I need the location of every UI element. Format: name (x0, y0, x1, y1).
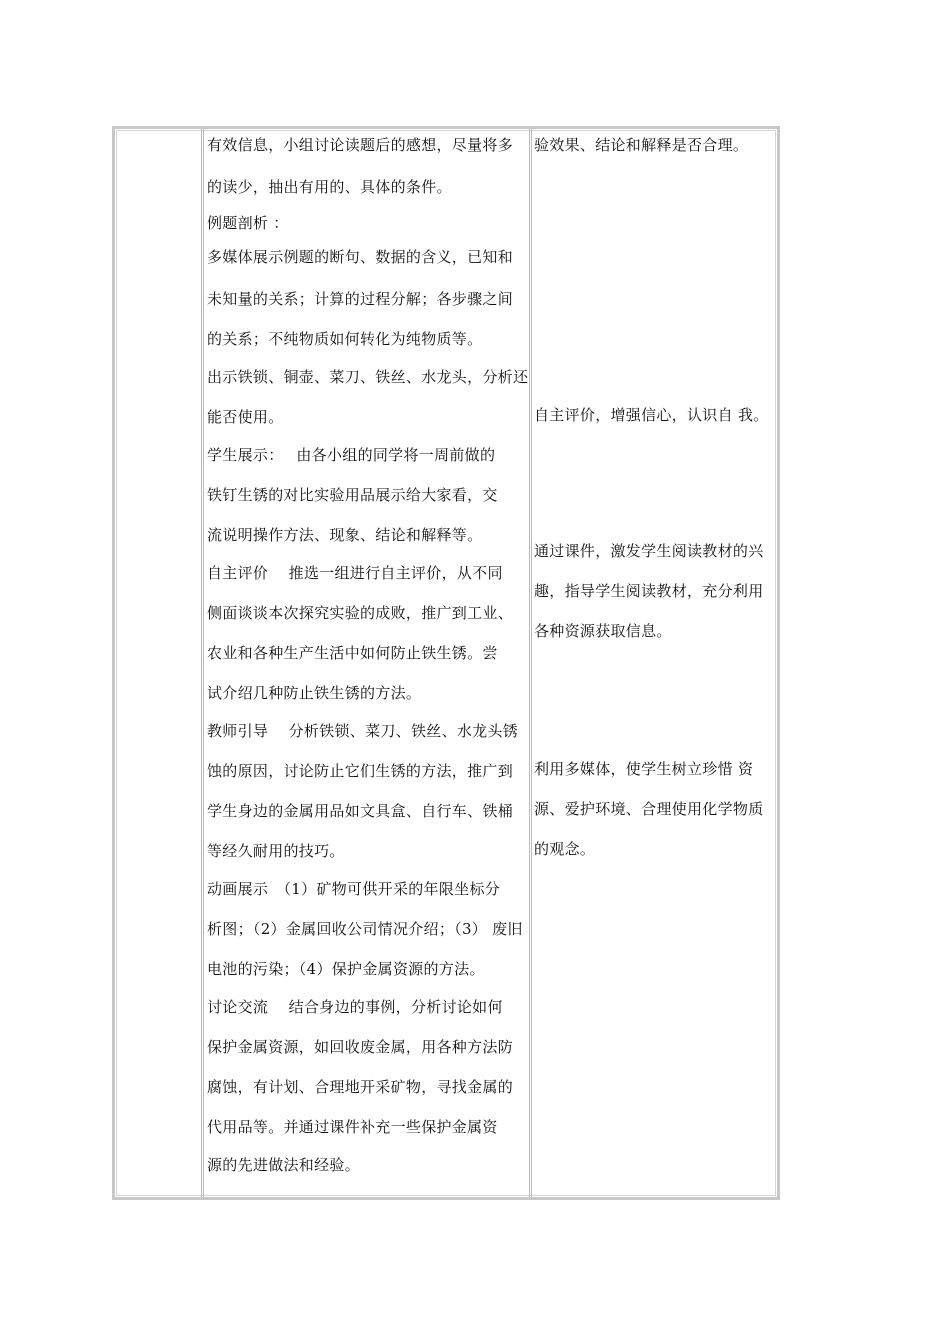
activity-line: 学生身边的金属用品如文具盒、自行车、铁桶 (207, 802, 514, 820)
activity-line: 农业和各种生产生活中如何防止铁生锈。尝 (207, 644, 498, 662)
activity-line: 流说明操作方法、现象、结论和解释等。 (207, 526, 483, 544)
activity-line: 能否使用。 (207, 408, 284, 426)
activity-line: 未知量的关系；计算的过程分解；各步骤之间 (207, 290, 514, 308)
activity-line: 腐蚀，有计划、合理地开采矿物，寻找金属的 (207, 1078, 514, 1096)
activity-line: 析图；（2）金属回收公司情况介绍；（3） 废旧 (207, 920, 523, 938)
lesson-plan-table (112, 126, 780, 1200)
intent-line: 验效果、结论和解释是否合理。 (534, 136, 749, 154)
activity-line: 代用品等。并通过课件补充一些保护金属资 (207, 1118, 498, 1136)
activity-line: 动画展示 （1）矿物可供开采的年限坐标分 (207, 880, 501, 898)
activity-line: 学生展示： 由各小组的同学将一周前做的 (207, 446, 496, 464)
activity-line: 铁钉生锈的对比实验用品展示给大家看，交 (207, 486, 498, 504)
intent-line: 自主评价，增强信心，认识自 我。 (534, 406, 769, 424)
activity-line: 源的先进做法和经验。 (207, 1156, 361, 1174)
activity-line: 试介绍几种防止铁生锈的方法。 (207, 684, 422, 702)
intent-line: 通过课件，激发学生阅读教材的兴 (534, 542, 764, 560)
intent-line: 各种资源获取信息。 (534, 622, 672, 640)
activity-line: 讨论交流 结合身边的事例，分析讨论如何 (207, 998, 503, 1016)
activity-line: 多媒体展示例题的断句、数据的含义，已知和 (207, 248, 514, 266)
activity-line: 保护金属资源，如回收废金属，用各种方法防 (207, 1038, 514, 1056)
activity-line: 的关系；不纯物质如何转化为纯物质等。 (207, 330, 483, 348)
activity-line: 自主评价 推选一组进行自主评价，从不同 (207, 564, 503, 582)
intent-line: 源、爱护环境、合理使用化学物质 (534, 800, 764, 818)
column-divider-2 (529, 129, 532, 1197)
activity-line: 有效信息，小组讨论读题后的感想，尽量将多 (207, 136, 514, 154)
intent-line: 趣，指导学生阅读教材，充分利用 (534, 582, 764, 600)
activity-line: 电池的污染；（4）保护金属资源的方法。 (207, 960, 485, 978)
activity-line: 教师引导 分析铁锁、菜刀、铁丝、水龙头锈 (207, 722, 519, 740)
activity-line: 出示铁锁、铜壶、菜刀、铁丝、水龙头，分析还 (207, 368, 529, 386)
intent-line: 利用多媒体，使学生树立珍惜 资 (534, 760, 754, 778)
activity-line: 的读少，抽出有用的、具体的条件。 (207, 178, 452, 196)
activity-line: 等经久耐用的技巧。 (207, 842, 345, 860)
activity-line: 例题剖析 ： (207, 214, 289, 232)
intent-line: 的观念。 (534, 840, 596, 858)
column-divider-1 (201, 129, 204, 1197)
activity-line: 蚀的原因，讨论防止它们生锈的方法，推广到 (207, 762, 514, 780)
activity-line: 侧面谈谈本次探究实验的成败，推广到工业、 (207, 604, 514, 622)
